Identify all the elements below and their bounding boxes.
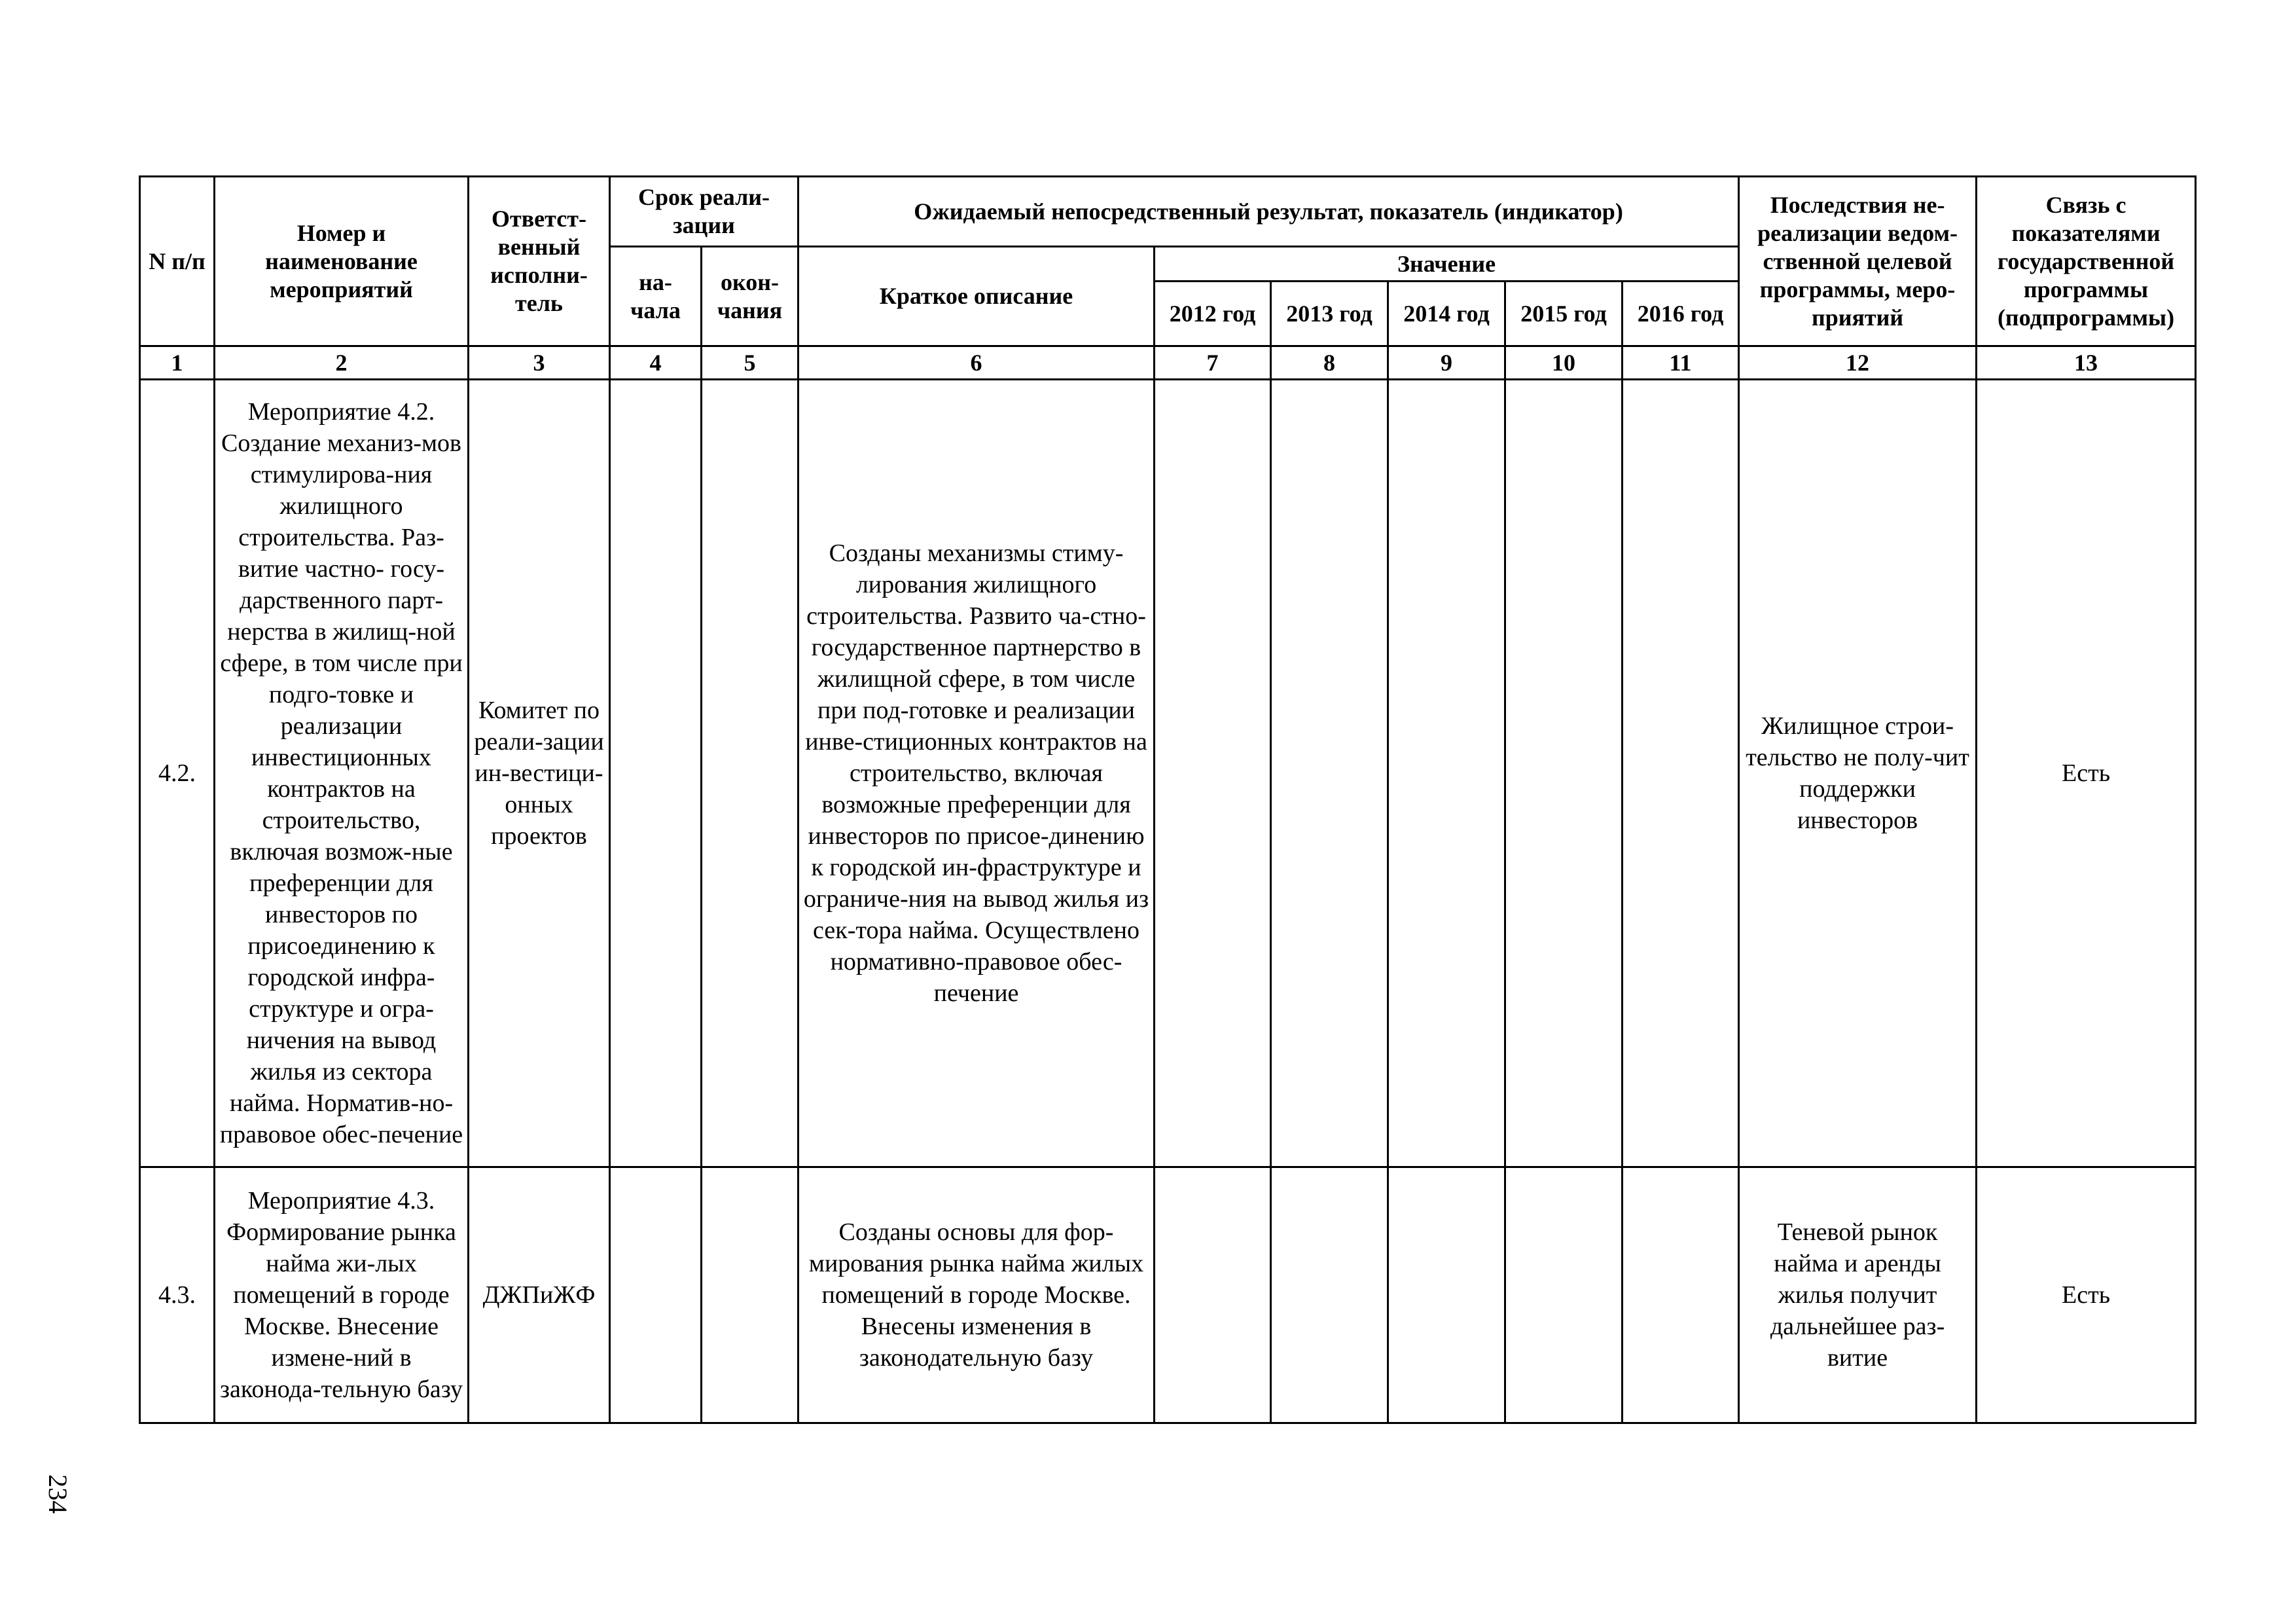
executor: Комитет по реали-зации ин-вестици-онных проектов xyxy=(469,380,610,1167)
column-number: 8 xyxy=(1271,346,1388,380)
term-start xyxy=(610,1167,702,1423)
consequence: Теневой рынок найма и аренды жилья получит дальнейшее раз-витие xyxy=(1739,1167,1977,1423)
value-2014 xyxy=(1388,380,1505,1167)
header-name: Номер и наименование мероприятий xyxy=(215,177,469,346)
value-2012 xyxy=(1155,380,1271,1167)
value-2012 xyxy=(1155,1167,1271,1423)
result-description: Созданы механизмы стиму-лирования жилищного строительства. Развито ча-стно- государственное партнерство в жилищной сфере, в том числе при под-готовке и реализации инве-стиционных контрактов на строительство, включая возможные преференции для инвесторов по присое-динению к городской ин-фраструктуре и ограниче-ния на вывод жилья из сек-тора найма. Осуществлено нормативно-правовое обес-печение xyxy=(798,380,1155,1167)
program-link: Есть xyxy=(1977,380,2196,1167)
column-number: 1 xyxy=(140,346,215,380)
program-link: Есть xyxy=(1977,1167,2196,1423)
column-number: 9 xyxy=(1388,346,1505,380)
header-executor: Ответст-венный исполни-тель xyxy=(469,177,610,346)
column-number: 12 xyxy=(1739,346,1977,380)
table-row xyxy=(140,380,2196,1167)
measure-name: Мероприятие 4.2. Создание механиз-мов стимулирова-ния жилищного строительства. Раз-витие частно- госу-дарственного парт-нерства в жилищ-ной сфере, в том числе при подго-товке и реализации инвестиционных контрактов на строительство, включая возмож-ные преференции для инвесторов по присоединению к городской инфра-структуре и огра-ничения на вывод жилья из сектора найма. Норматив-но-правовое обес-печение xyxy=(215,380,469,1167)
term-end xyxy=(702,380,798,1167)
column-number: 5 xyxy=(702,346,798,380)
column-number: 11 xyxy=(1623,346,1739,380)
page-number: 234 xyxy=(43,1474,73,1514)
header-consequence: Последствия не-реализации ведом-ственной целевой программы, меро-приятий xyxy=(1739,177,1977,346)
header-term-end: окон-чания xyxy=(702,247,798,346)
column-number: 2 xyxy=(215,346,469,380)
header-year-2012: 2012 год xyxy=(1155,282,1271,346)
column-number: 6 xyxy=(798,346,1155,380)
header-year-2015: 2015 год xyxy=(1505,282,1623,346)
header-term: Срок реали-зации xyxy=(610,177,798,247)
consequence: Жилищное строи-тельство не полу-чит поддержки инвесторов xyxy=(1739,380,1977,1167)
value-2013 xyxy=(1271,1167,1388,1423)
value-2014 xyxy=(1388,1167,1505,1423)
program-table xyxy=(139,175,2197,1424)
header-value: Значение xyxy=(1155,247,1739,282)
column-number: 4 xyxy=(610,346,702,380)
value-2013 xyxy=(1271,380,1388,1167)
column-number: 13 xyxy=(1977,346,2196,380)
column-number: 3 xyxy=(469,346,610,380)
header-brief: Краткое описание xyxy=(798,247,1155,346)
header-year-2016: 2016 год xyxy=(1623,282,1739,346)
table-row xyxy=(140,1167,2196,1423)
header-year-2014: 2014 год xyxy=(1388,282,1505,346)
column-number: 10 xyxy=(1505,346,1623,380)
row-number: 4.3. xyxy=(140,1167,215,1423)
header-link: Связь с показателями государственной программы (подпрограммы) xyxy=(1977,177,2196,346)
row-number: 4.2. xyxy=(140,380,215,1167)
header-term-start: на-чала xyxy=(610,247,702,346)
executor: ДЖПиЖФ xyxy=(469,1167,610,1423)
term-start xyxy=(610,380,702,1167)
header-result: Ожидаемый непосредственный результат, показатель (индикатор) xyxy=(798,177,1739,247)
result-description: Созданы основы для фор-мирования рынка найма жилых помещений в городе Москве. Внесены изменения в законодательную базу xyxy=(798,1167,1155,1423)
term-end xyxy=(702,1167,798,1423)
header-year-2013: 2013 год xyxy=(1271,282,1388,346)
header-num: N п/п xyxy=(140,177,215,346)
value-2016 xyxy=(1623,1167,1739,1423)
value-2015 xyxy=(1505,380,1623,1167)
column-number: 7 xyxy=(1155,346,1271,380)
measure-name: Мероприятие 4.3. Формирование рынка найма жи-лых помещений в городе Москве. Внесение измене-ний в законода-тельную базу xyxy=(215,1167,469,1423)
value-2015 xyxy=(1505,1167,1623,1423)
value-2016 xyxy=(1623,380,1739,1167)
